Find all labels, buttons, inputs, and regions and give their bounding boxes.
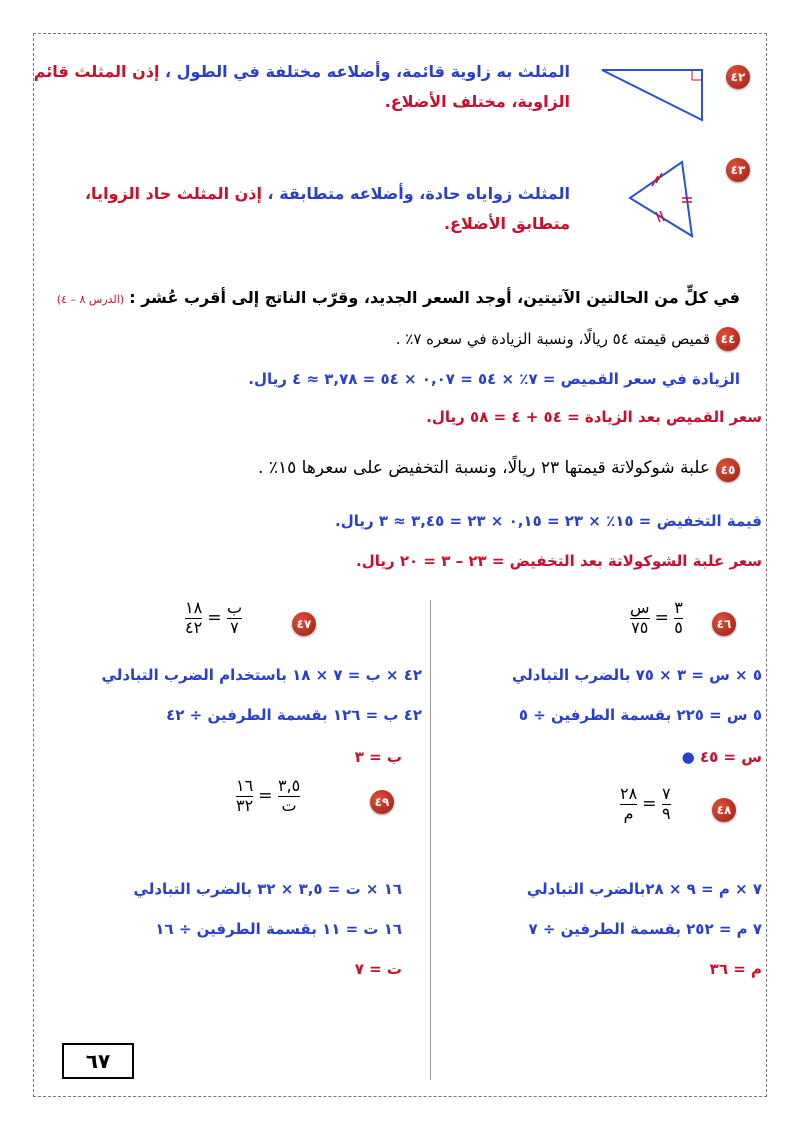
problem-43-line2: متطابق الأضلاع. (443, 214, 570, 233)
problem-44-answer2: سعر القميص بعد الزيادة = ٥٤ + ٤ = ٥٨ ريال. (426, 408, 762, 426)
problem-47-badge: ٤٧ (292, 612, 316, 636)
problem-49-step2: ١٦ ت = ١١ بقسمة الطرفين ÷ ١٦ (155, 920, 402, 938)
problem-49-badge: ٤٩ (370, 790, 394, 814)
problem-44-question: قميص قيمته ٥٤ ريالًا، ونسبة الزيادة في سعره ٧٪ . (395, 330, 710, 348)
problem-47-proportion: $\frac{١٨}{٤٢}$ = $\frac{\text{ب}}{٧}$ (185, 598, 242, 637)
problem-44-answer1: الزيادة في سعر القميص = ٧٪ × ٥٤ = ٠,٠٧ × ٥٤ = ٣,٧٨ ≈ ٤ ريال. (248, 370, 740, 388)
equilateral-triangle-figure (624, 156, 704, 242)
right-triangle-figure (598, 64, 710, 124)
problem-42-line1: المثلث به زاوية قائمة، وأضلاعه مختلفة في الطول ، إذن المثلث قائم (33, 62, 570, 81)
problem-48-step1: ٧ × م = ٩ × ٢٨بالضرب التبادلي (526, 880, 762, 898)
problem-43-line1: المثلث زواياه حادة، وأضلاعه متطابقة ، إذن المثلث حاد الزوايا، (84, 184, 570, 203)
page-number: ٦٧ (62, 1043, 134, 1079)
problem-45-answer1: قيمة التخفيض = ١٥٪ × ٢٣ = ٠,١٥ × ٢٣ = ٣,٤٥ ≈ ٣ ريال. (335, 512, 762, 530)
problem-49-proportion: $\frac{١٦}{٣٢}$ = $\frac{٣,٥}{\text{ت}}$ (236, 776, 301, 815)
problem-46-step3: س = ٤٥ ● (681, 748, 762, 766)
column-divider (430, 600, 431, 1080)
problem-48-badge: ٤٨ (712, 798, 736, 822)
problem-44-badge: ٤٤ (716, 327, 740, 351)
problem-47-step2: ٤٢ ب = ١٢٦ بقسمة الطرفين ÷ ٤٢ (166, 706, 422, 724)
problem-47-step1: ٤٢ × ب = ٧ × ١٨ باستخدام الضرب التبادلي (101, 666, 422, 684)
problem-48-step2: ٧ م = ٢٥٢ بقسمة الطرفين ÷ ٧ (528, 920, 762, 938)
section-intro: في كلٍّ من الحالتين الآتيتين، أوجد السعر الجديد، وقرّب الناتج إلى أقرب عُشر : (الدرس ٨ – ٤) (56, 288, 740, 307)
problem-49-step1: ١٦ × ت = ٣,٥ × ٣٢ بالضرب التبادلي (133, 880, 402, 898)
problem-49-step3: ت = ٧ (354, 960, 402, 978)
problem-42-badge: ٤٢ (726, 65, 750, 89)
problem-47-step3: ب = ٣ (354, 748, 402, 766)
problem-46-proportion: $\frac{\text{س}}{٧٥}$ = $\frac{٣}{٥}$ (630, 598, 683, 637)
problem-43-badge: ٤٣ (726, 158, 750, 182)
problem-48-step3: م = ٣٦ (709, 960, 762, 978)
problem-42-line2: الزاوية، مختلف الأضلاع. (384, 92, 570, 111)
problem-46-step2: ٥ س = ٢٢٥ بقسمة الطرفين ÷ ٥ (518, 706, 762, 724)
problem-45-question: علبة شوكولاتة قيمتها ٢٣ ريالًا، ونسبة التخفيض على سعرها ١٥٪ . (258, 458, 710, 478)
problem-45-answer2: سعر علبة الشوكولاتة بعد التخفيض = ٢٣ – ٣ = ٢٠ ريال. (356, 552, 762, 570)
problem-45-badge: ٤٥ (716, 458, 740, 482)
problem-48-proportion: $\frac{٢٨}{\text{م}}$ = $\frac{٧}{٩}$ (620, 784, 671, 823)
problem-46-badge: ٤٦ (712, 612, 736, 636)
problem-46-step1: ٥ × س = ٣ × ٧٥ بالضرب التبادلي (511, 666, 762, 684)
